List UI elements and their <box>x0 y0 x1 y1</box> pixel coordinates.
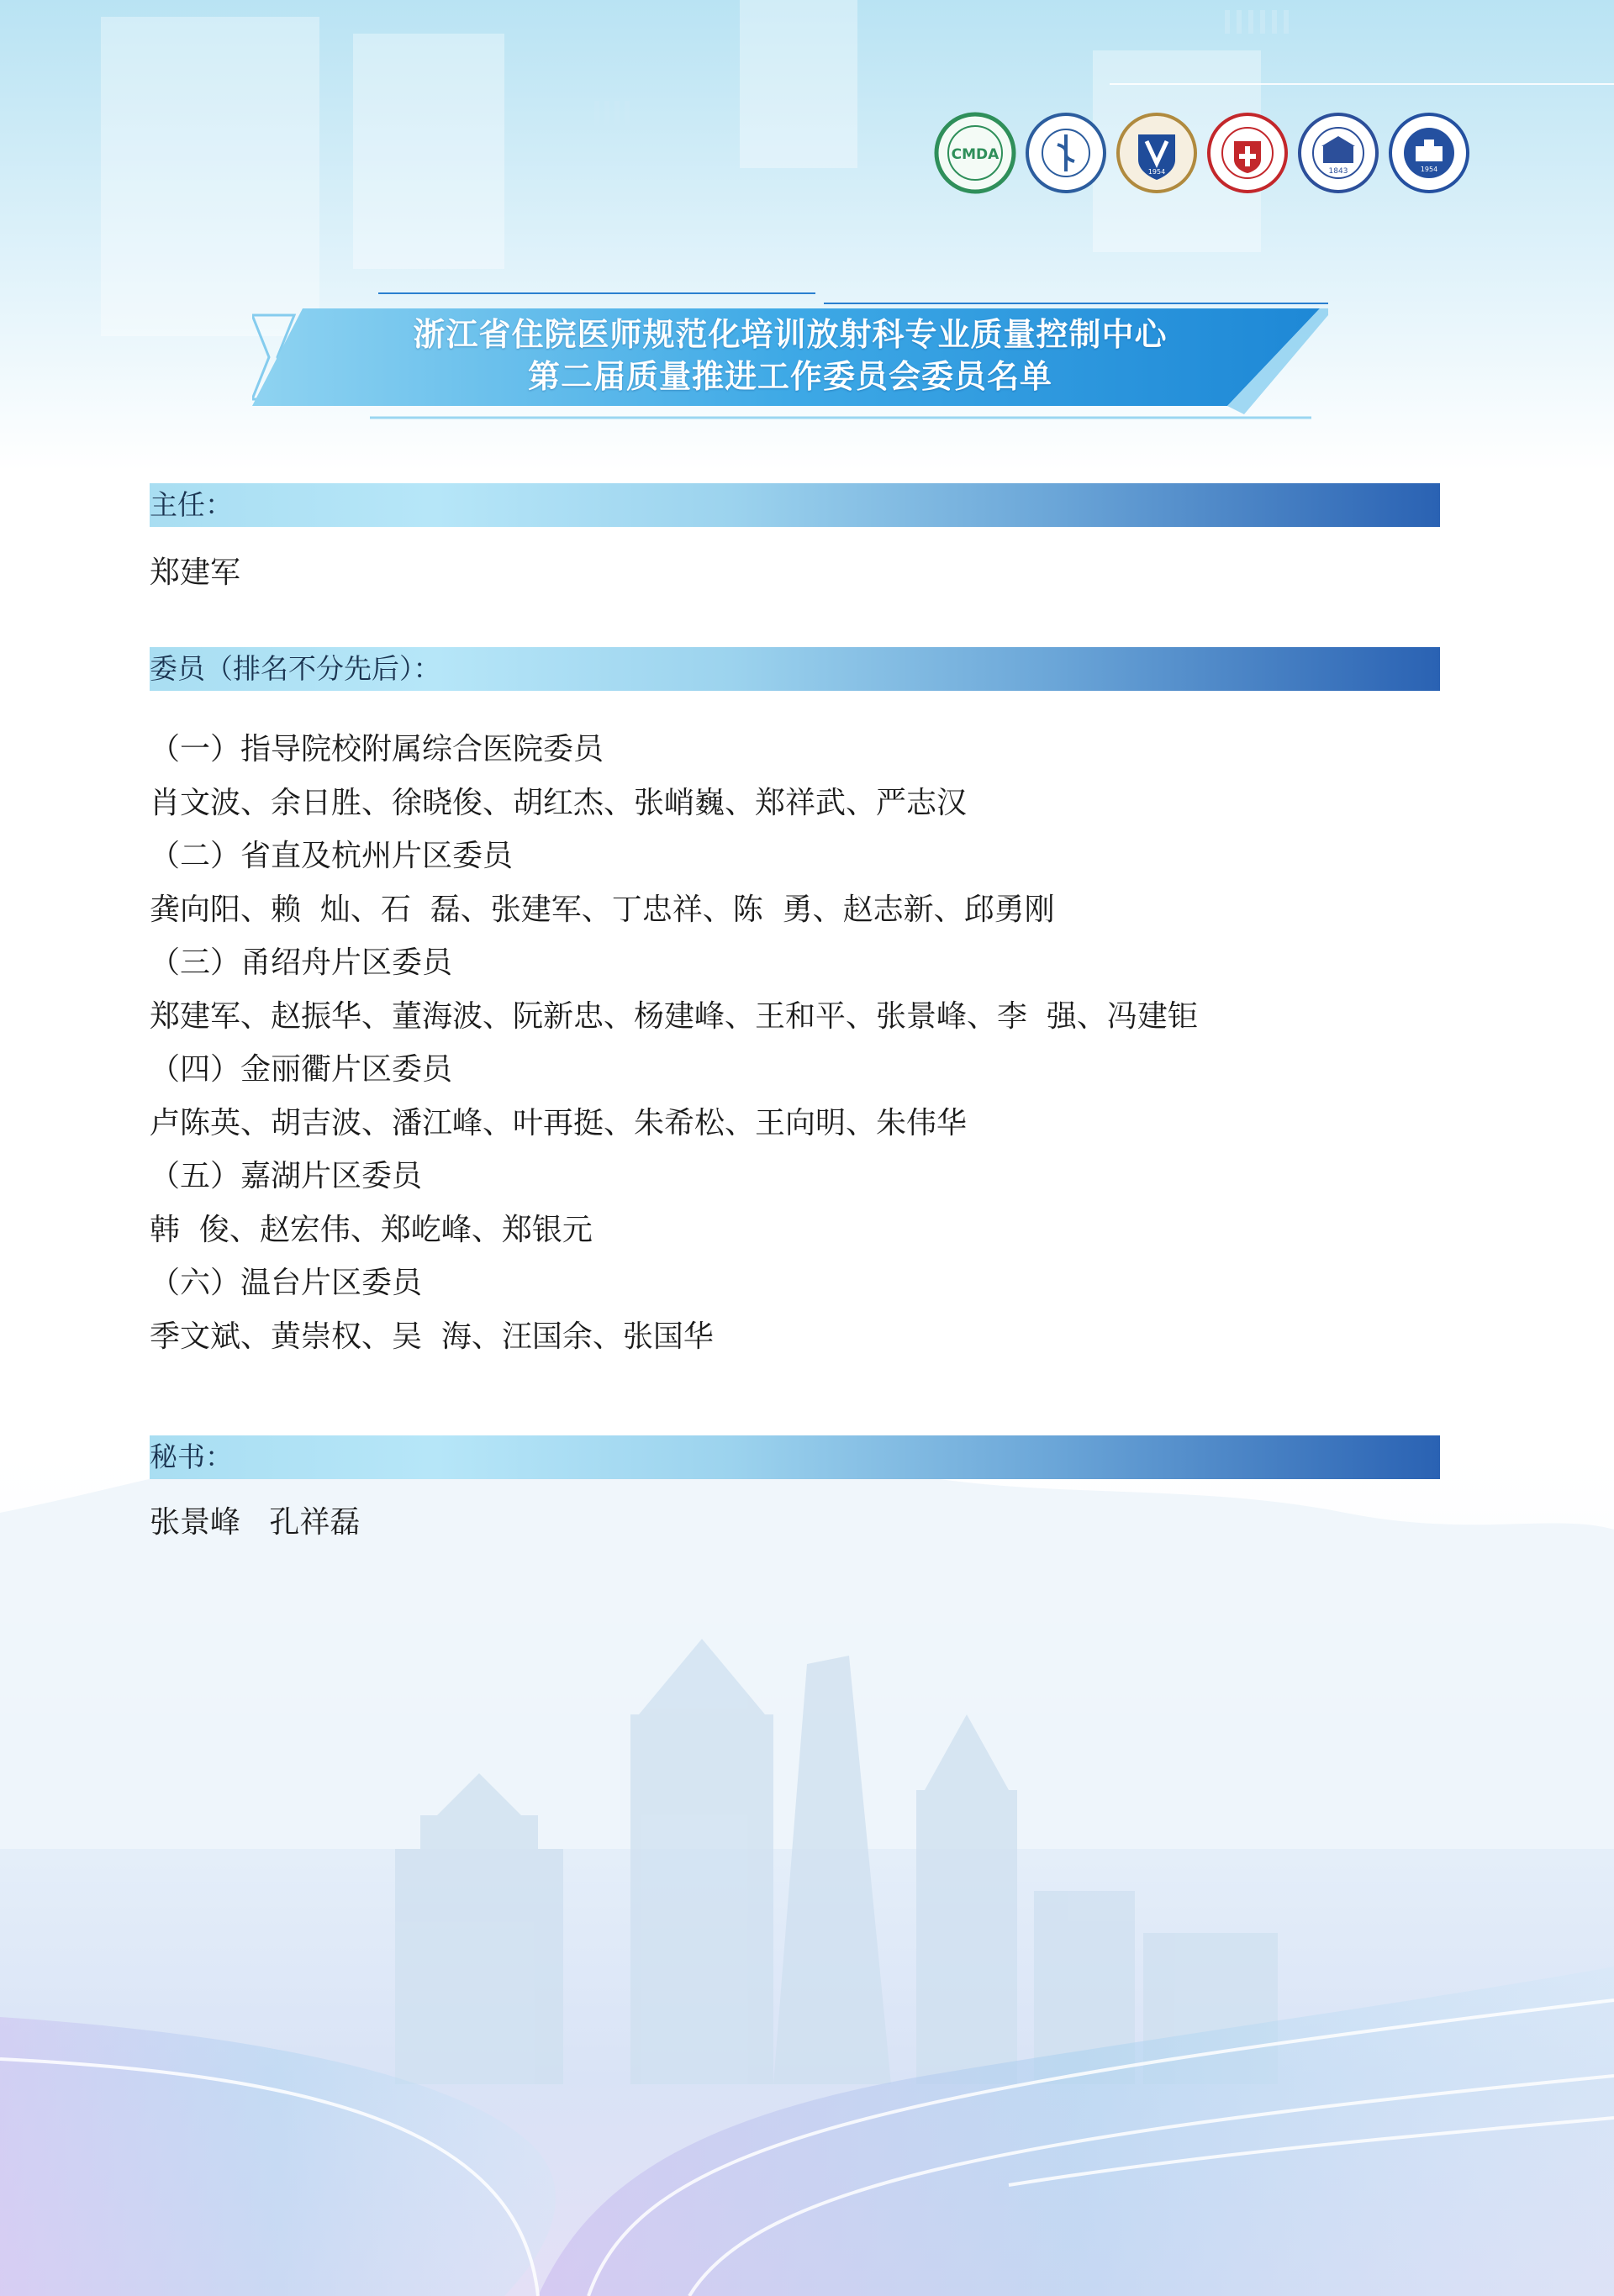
hospital-logo-2 <box>1205 111 1290 195</box>
members-section-header <box>150 647 1440 691</box>
hospital-logo-3 <box>1296 111 1380 195</box>
members-list-jinlichu: 卢陈英、胡吉波、潘江峰、叶再挺、朱希松、王向明、朱伟华 <box>150 1106 968 1140</box>
hospital-logo-4 <box>1387 111 1471 195</box>
title-line-1: 浙江省住院医师规范化培训放射科专业质量控制中心 <box>413 315 1168 353</box>
members-list-guide: 肖文波、余日胜、徐晓俊、胡红杰、张峭巍、郑祥武、严志汉 <box>150 786 968 820</box>
cmda-logo-text: CMDA <box>951 146 1000 163</box>
members-list-jiahu: 韩 俊、赵宏伟、郑屹峰、郑银元 <box>150 1213 593 1247</box>
hospital-logo-4-year: 1954 <box>1420 166 1438 173</box>
secretary-section-header <box>150 1435 1440 1479</box>
members-list-wentai: 季文斌、黄崇权、吴 海、汪国余、张国华 <box>150 1319 714 1354</box>
hospital-logo-3-year: 1843 <box>1328 167 1348 176</box>
director-section-header <box>150 483 1440 527</box>
cmda-logo <box>933 111 1017 195</box>
director-header-label: 主任： <box>150 488 233 521</box>
title-banner <box>252 290 1328 424</box>
hospital-logo-1-year: 1954 <box>1147 168 1166 176</box>
secretary-header-label: 秘书： <box>150 1440 233 1473</box>
members-list-yongshaozhou: 郑建军、赵振华、董海波、阮新忠、杨建峰、王和平、张景峰、李 强、冯建钜 <box>150 999 1198 1034</box>
members-group-jinlichu: （四）金丽衢片区委员 <box>150 1052 453 1087</box>
society-logo <box>1024 111 1108 195</box>
members-group-jiahu: （五）嘉湖片区委员 <box>150 1159 423 1193</box>
members-group-hangzhou: （二）省直及杭州片区委员 <box>150 839 514 873</box>
page-title <box>252 313 1328 398</box>
secretary-names: 张景峰 孔祥磊 <box>150 1505 361 1540</box>
director-name: 郑建军 <box>150 556 241 590</box>
members-list-hangzhou: 龚向阳、赖 灿、石 磊、张建军、丁忠祥、陈 勇、赵志新、邱勇刚 <box>150 893 1055 927</box>
members-group-yongshaozhou: （三）甬绍舟片区委员 <box>150 945 453 980</box>
hospital-logo-1 <box>1115 111 1199 195</box>
members-group-wentai: （六）温台片区委员 <box>150 1266 423 1300</box>
members-group-guide: （一）指导院校附属综合医院委员 <box>150 732 604 766</box>
logo-row <box>933 111 1471 203</box>
title-line-2: 第二届质量推进工作委员会委员名单 <box>527 357 1052 395</box>
members-header-label: 委员（排名不分先后）： <box>150 652 441 685</box>
